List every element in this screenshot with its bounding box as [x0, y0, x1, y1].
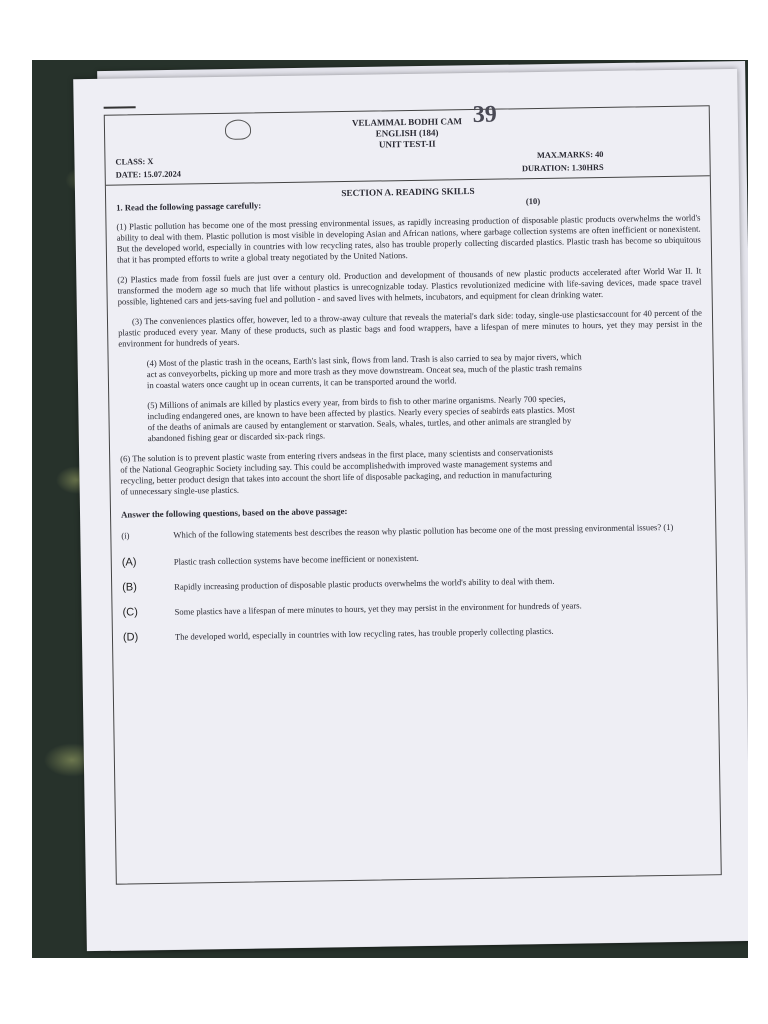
max-marks-label: MAX.MARKS: 40: [536, 149, 604, 160]
class-label: CLASS: X: [115, 157, 154, 167]
option-a: [122, 548, 706, 568]
instruction-text: 1. Read the following passage carefully:: [116, 200, 262, 213]
school-name: VELAMMAL BODHI CAM: [351, 116, 462, 128]
question-number: (i): [121, 530, 130, 541]
questions-heading: Answer the following questions, based on the above passage:: [120, 506, 348, 520]
option-text: The developed world, especially in countries with low recycling rates, has trouble properly collecting plastics.: [174, 625, 554, 642]
photo-background: [32, 60, 748, 958]
paper-frame: [104, 101, 722, 884]
option-text: Some plastics have a lifespan of mere minutes to hours, yet they may persist in the environment for hundreds of years.: [174, 600, 582, 617]
option-label: (B): [122, 581, 137, 594]
paragraph-5: (5) Millions of animals are killed by plastics every year, from birds to fish to other marine organisms. Nearly 700 species, including endangered ones, are known to have been affected by plastics. Nearly every species of seabirds eats plastics. Most of the deaths of animals are caused by entanglement or starvation. Seals, whales, turtles, and other animals are strangled by abandoned fishing gear or discarded six-pack rings.: [147, 393, 575, 444]
option-text: Plastic trash collection systems have become inefficient or nonexistent.: [173, 552, 419, 567]
section-title: SECTION A. READING SKILLS: [341, 185, 475, 199]
paragraph-3: (3) The conveniences plastics offer, however, led to a throw-away culture that reveals the material's dark side: today, single-use plasticsaccount for 40 percent of the plastic produced every year. Many of these products, such as plastic bags and food wrappers, have a lifespan of mere minutes to hours, yet they may persist in the environment for hundreds of years.: [118, 307, 703, 349]
paragraph-4: (4) Most of the plastic trash in the oceans, Earth's last sink, flows from land. Trash is also carried to sea by major rivers, which act as conveyorbelts, picking up more and more trash as they move downstream. Onceat sea, much of the plastic trash remains in coastal waters once caught up in ocean currents, it can be transported around the world.: [146, 351, 582, 391]
option-label: (A): [121, 556, 137, 569]
question-paper: [73, 69, 748, 951]
date-label: DATE: 15.07.2024: [115, 169, 181, 180]
option-d: [123, 623, 707, 643]
subject-name: ENGLISH (184): [375, 127, 439, 139]
question-text: Which of the following statements best describes the reason why plastic pollution has become one of the most pressing environmental issues?: [173, 522, 662, 540]
handwritten-score: 39: [472, 101, 498, 128]
option-label: (D): [122, 631, 139, 644]
option-b: [122, 573, 706, 593]
question-1: [121, 521, 705, 541]
instruction-marks: (10): [525, 195, 541, 207]
paragraph-6: (6) The solution is to prevent plastic waste from entering rivers andseas in the first place, many scientists and conservationists of the National Geographic Society including say. This could be accomplishedwith improved waste management systems and recycling, better product design that takes into account the short life of disposable packaging, and reduction in manufacturing of unnecessary single-use plastics.: [120, 446, 553, 497]
school-logo-icon: [225, 119, 251, 139]
option-text: Rapidly increasing production of disposable plastic products overwhelms the world's ability to deal with them.: [174, 575, 555, 592]
question-marks: (1): [663, 521, 674, 533]
pen-mark: [104, 106, 136, 109]
duration-label: DURATION: 1.30HRS: [521, 162, 604, 174]
paragraph-2: (2) Plastics made from fossil fuels are just over a century old. Production and development of thousands of new plastic products accelerated after World War II. It transformed the modern age so much that life without plastics is unrecognizable today. Plastics revolutionized medicine with life-saving devices, made space travel possible, lightened cars and jets-saving fuel and pollution - and saved lives with helmets, incubators, and equipment for clean drinking water.: [117, 265, 702, 307]
option-c: [122, 598, 706, 618]
option-label: (C): [122, 606, 138, 619]
test-name: UNIT TEST-II: [378, 138, 436, 150]
paragraph-1: (1) Plastic pollution has become one of the most pressing environmental issues, as rapidly increasing production of disposable plastic products overwhelms the world's ability to deal with them. Plastic pollution is most visible in developing Asian and African nations, where garbage collection systems are often inefficient or nonexistent. But the developed world, especially in countries with low recycling rates, also has trouble properly collecting discarded plastics. Plastic trash has become so ubiquitous that it has prompted efforts to write a global treaty negotiated by the United Nations.: [116, 212, 701, 265]
